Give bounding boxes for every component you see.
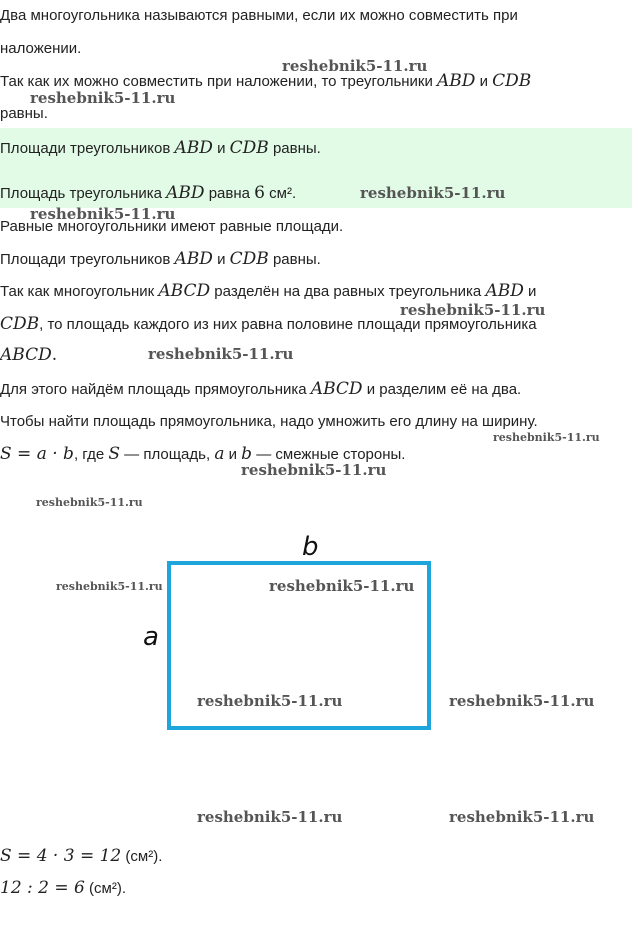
watermark: reshebnik5-11.ru [197, 808, 343, 826]
text-line-8: Для этого найдём площадь прямоугольника ABCD и разделим её на два. [0, 379, 522, 399]
math-cdb: CDB [492, 71, 532, 91]
text-line-12: 12 : 2 = 6 (см²). [0, 878, 126, 898]
text-line-7a: Так как многоугольник ABCD разделён на два равных треугольника ABD и [0, 281, 537, 301]
text-line-2a: Так как их можно совместить при наложении, то треугольники ABD и CDB [0, 71, 532, 91]
text-line-1a: Два многоугольника называются равными, если их можно совместить при [0, 7, 518, 24]
watermark: reshebnik5-11.ru [30, 89, 176, 107]
text-line-6: Площади треугольников ABD и CDB равны. [0, 249, 321, 269]
watermark: reshebnik5-11.ru [30, 205, 176, 223]
math-abd: ABD [437, 71, 476, 91]
text-line-11: S = 4 · 3 = 12 (см²). [0, 846, 163, 866]
text-line-4: Площадь треугольника ABD равна 6 см². [0, 183, 297, 203]
watermark: reshebnik5-11.ru [360, 184, 506, 202]
watermark: reshebnik5-11.ru [56, 580, 163, 593]
side-label-a: a [143, 622, 159, 652]
watermark: reshebnik5-11.ru [269, 577, 415, 595]
text-line-7b: CDB, то площадь каждого из них равна половине площади прямоугольника [0, 314, 537, 334]
watermark: reshebnik5-11.ru [493, 431, 600, 444]
text-line-10: S = a · b, где S — площадь, a и b — смежные стороны. [0, 444, 406, 464]
text-line-5: Равные многоугольники имеют равные площади. [0, 218, 344, 235]
watermark: reshebnik5-11.ru [197, 692, 343, 710]
text-line-7c: ABCD. [0, 345, 58, 365]
text-line-9: Чтобы найти площадь прямоугольника, надо умножить его длину на ширину. [0, 413, 538, 430]
watermark: reshebnik5-11.ru [449, 692, 595, 710]
watermark: reshebnik5-11.ru [148, 345, 294, 363]
watermark: reshebnik5-11.ru [241, 461, 387, 479]
text-line-2b: равны. [0, 105, 48, 122]
side-label-b: b [302, 532, 319, 562]
text-line-3: Площади треугольников ABD и CDB равны. [0, 138, 321, 158]
watermark: reshebnik5-11.ru [36, 496, 143, 509]
watermark: reshebnik5-11.ru [282, 57, 428, 75]
watermark: reshebnik5-11.ru [449, 808, 595, 826]
text-line-1b: наложении. [0, 40, 82, 57]
watermark: reshebnik5-11.ru [400, 301, 546, 319]
